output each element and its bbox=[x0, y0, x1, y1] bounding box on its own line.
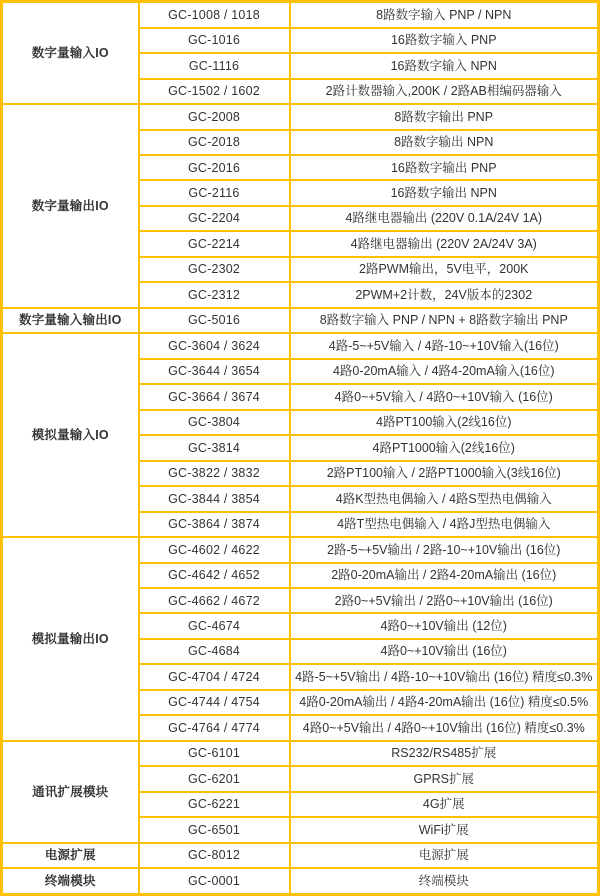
description-cell: 4路0~+5V输入 / 4路0~+10V输入 (16位) bbox=[290, 384, 599, 409]
model-cell: GC-4602 / 4622 bbox=[139, 537, 290, 562]
description-cell: 2路-5~+5V输出 / 2路-10~+10V输出 (16位) bbox=[290, 537, 599, 562]
description-cell: 4路PT1000输入(2线16位) bbox=[290, 435, 599, 460]
category-cell: 数字量输入IO bbox=[2, 2, 139, 105]
description-cell: 4路0-20mA输出 / 4路4-20mA输出 (16位) 精度≤0.5% bbox=[290, 690, 599, 715]
model-cell: GC-1016 bbox=[139, 28, 290, 53]
model-cell: GC-2008 bbox=[139, 104, 290, 129]
table-row bbox=[2, 868, 599, 894]
category-cell: 电源扩展 bbox=[2, 843, 139, 868]
table-row bbox=[2, 741, 599, 766]
model-cell: GC-5016 bbox=[139, 308, 290, 333]
model-cell: GC-3644 / 3654 bbox=[139, 359, 290, 384]
model-cell: GC-6201 bbox=[139, 766, 290, 791]
description-cell: 2PWM+2计数，24V版本的2302 bbox=[290, 282, 599, 307]
category-cell: 模拟量输出IO bbox=[2, 537, 139, 741]
description-cell: 4路继电器输出 (220V 2A/24V 3A) bbox=[290, 231, 599, 256]
model-cell: GC-6501 bbox=[139, 817, 290, 842]
model-cell: GC-3604 / 3624 bbox=[139, 333, 290, 358]
model-cell: GC-1116 bbox=[139, 53, 290, 78]
model-cell: GC-0001 bbox=[139, 868, 290, 894]
model-cell: GC-6221 bbox=[139, 792, 290, 817]
model-cell: GC-2204 bbox=[139, 206, 290, 231]
model-cell: GC-3804 bbox=[139, 410, 290, 435]
description-cell: 8路数字输出 PNP bbox=[290, 104, 599, 129]
model-cell: GC-4764 / 4774 bbox=[139, 715, 290, 740]
description-cell: 2路0~+5V输出 / 2路0~+10V输出 (16位) bbox=[290, 588, 599, 613]
model-cell: GC-6101 bbox=[139, 741, 290, 766]
description-cell: 8路数字输入 PNP / NPN bbox=[290, 2, 599, 28]
description-cell: 4路-5~+5V输入 / 4路-10~+10V输入(16位) bbox=[290, 333, 599, 358]
category-cell: 终端模块 bbox=[2, 868, 139, 894]
model-cell: GC-3814 bbox=[139, 435, 290, 460]
model-cell: GC-1502 / 1602 bbox=[139, 79, 290, 104]
description-cell: 16路数字输入 PNP bbox=[290, 28, 599, 53]
description-cell: 4路PT100输入(2线16位) bbox=[290, 410, 599, 435]
model-cell: GC-2302 bbox=[139, 257, 290, 282]
description-cell: 2路0-20mA输出 / 2路4-20mA输出 (16位) bbox=[290, 563, 599, 588]
model-cell: GC-3864 / 3874 bbox=[139, 512, 290, 537]
description-cell: 4路K型热电偶输入 / 4路S型热电偶输入 bbox=[290, 486, 599, 511]
model-cell: GC-4704 / 4724 bbox=[139, 664, 290, 689]
table-row bbox=[2, 308, 599, 333]
model-cell: GC-4642 / 4652 bbox=[139, 563, 290, 588]
description-cell: 8路数字输出 NPN bbox=[290, 130, 599, 155]
description-cell: 4路继电器输出 (220V 0.1A/24V 1A) bbox=[290, 206, 599, 231]
model-cell: GC-3664 / 3674 bbox=[139, 384, 290, 409]
model-cell: GC-2312 bbox=[139, 282, 290, 307]
description-cell: 4路0~+10V输出 (16位) bbox=[290, 639, 599, 664]
model-cell: GC-8012 bbox=[139, 843, 290, 868]
category-cell: 数字量输入输出IO bbox=[2, 308, 139, 333]
table-row bbox=[2, 537, 599, 562]
description-cell: 终端模块 bbox=[290, 868, 599, 894]
table-row bbox=[2, 843, 599, 868]
description-cell: 4路-5~+5V输出 / 4路-10~+10V输出 (16位) 精度≤0.3% bbox=[290, 664, 599, 689]
category-cell: 模拟量输入IO bbox=[2, 333, 139, 537]
description-cell: 4G扩展 bbox=[290, 792, 599, 817]
description-cell: 2路PWM输出，5V电平，200K bbox=[290, 257, 599, 282]
module-table-body bbox=[2, 2, 599, 895]
description-cell: 16路数字输入 NPN bbox=[290, 53, 599, 78]
description-cell: 4路T型热电偶输入 / 4路J型热电偶输入 bbox=[290, 512, 599, 537]
model-cell: GC-2018 bbox=[139, 130, 290, 155]
description-cell: 8路数字输入 PNP / NPN + 8路数字输出 PNP bbox=[290, 308, 599, 333]
model-cell: GC-1008 / 1018 bbox=[139, 2, 290, 28]
model-cell: GC-2016 bbox=[139, 155, 290, 180]
description-cell: 2路PT100输入 / 2路PT1000输入(3线16位) bbox=[290, 461, 599, 486]
model-cell: GC-4662 / 4672 bbox=[139, 588, 290, 613]
model-cell: GC-4684 bbox=[139, 639, 290, 664]
description-cell: 4路0-20mA输入 / 4路4-20mA输入(16位) bbox=[290, 359, 599, 384]
description-cell: 电源扩展 bbox=[290, 843, 599, 868]
model-cell: GC-4674 bbox=[139, 613, 290, 638]
category-cell: 通讯扩展模块 bbox=[2, 741, 139, 843]
description-cell: 2路计数器输入,200K / 2路AB相编码器输入 bbox=[290, 79, 599, 104]
description-cell: 16路数字输出 PNP bbox=[290, 155, 599, 180]
model-cell: GC-2214 bbox=[139, 231, 290, 256]
model-cell: GC-3822 / 3832 bbox=[139, 461, 290, 486]
model-cell: GC-2116 bbox=[139, 180, 290, 205]
description-cell: WiFi扩展 bbox=[290, 817, 599, 842]
table-row bbox=[2, 104, 599, 129]
model-cell: GC-4744 / 4754 bbox=[139, 690, 290, 715]
description-cell: GPRS扩展 bbox=[290, 766, 599, 791]
table-row bbox=[2, 2, 599, 28]
description-cell: 4路0~+5V输出 / 4路0~+10V输出 (16位) 精度≤0.3% bbox=[290, 715, 599, 740]
description-cell: 4路0~+10V输出 (12位) bbox=[290, 613, 599, 638]
description-cell: 16路数字输出 NPN bbox=[290, 180, 599, 205]
category-cell: 数字量输出IO bbox=[2, 104, 139, 308]
table-row bbox=[2, 333, 599, 358]
description-cell: RS232/RS485扩展 bbox=[290, 741, 599, 766]
model-cell: GC-3844 / 3854 bbox=[139, 486, 290, 511]
